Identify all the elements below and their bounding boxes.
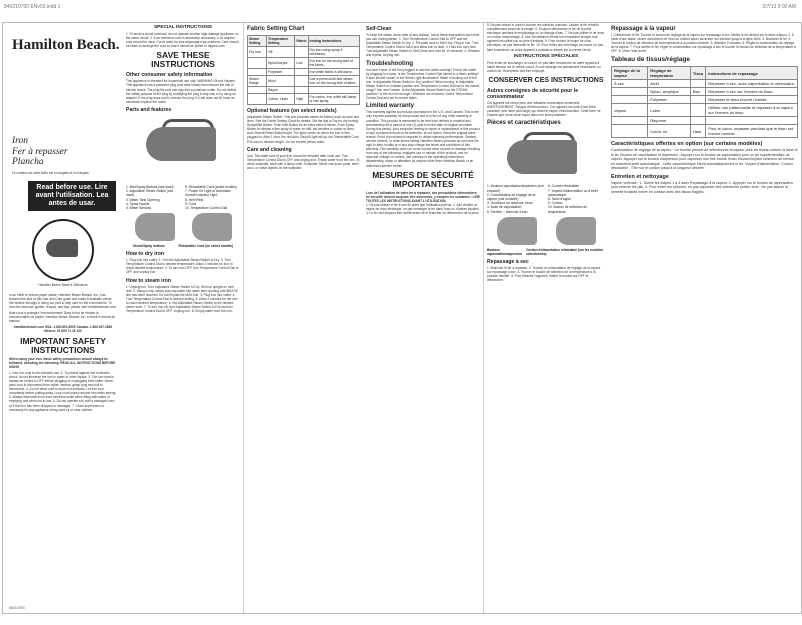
- table-cell: [308, 87, 360, 94]
- warranty-heading: Limited warranty: [366, 103, 415, 110]
- inset-captions: [126, 244, 240, 248]
- fr-sec-body: 1. Brancher le fer à repasser. 2. Tourner le commutateur de réglage de la vapeur sur repassage à sec. 3. Tourner le bouton de sélection de la température à la position désirée. 4. Pour éteindre l'appareil, mettre le bouton sur OFF et débrancher.: [487, 265, 601, 283]
- table-cell: Repasser le tissu encore humide.: [706, 96, 798, 104]
- table-cell: [612, 88, 648, 96]
- fr-iron-diagram: [487, 130, 605, 180]
- spray-button-image: [135, 213, 175, 241]
- table-header-cell: Steam Setting: [248, 36, 267, 47]
- part-label: 8. Talon d'appui: [548, 196, 571, 201]
- fr-entretien-heading: Entretien et nettoyage: [611, 173, 669, 180]
- column-cover: [3, 23, 123, 613]
- care-heading: Care and cleaning: [247, 146, 292, 153]
- table-cell: Wool: [266, 76, 294, 87]
- fr-parts-list: [487, 184, 605, 213]
- mesures-heading: MESURES DE SÉCURITÉ IMPORTANTES: [372, 169, 474, 189]
- part-label: 10. Bouton de sélection de température: [548, 205, 588, 214]
- table-row: [248, 58, 360, 69]
- warranty-body: This warranty applies to products purchased in the U.S. and Canada. This is the only express warranty for this product and is in lieu of any other warranty or condition. This product is warranted to be free from defects in material and workmanship for a period of one (1) year from the date of original purchase. During this period, your exclusive remedy is repair or replacement of this product or any component found to be defective, at our option. Keep the original sales receipt. Proof of purchase is required to obtain warranty performance. Dealers, service centers, or retail stores selling Hamilton Beach products do not have the right to alter, modify or in any way change the terms and conditions of this warranty. This warranty does not cover normal wear of parts or damage resulting from any of the following: negligent use or misuse of the product, use on improper voltage or current, use contrary to the operating instructions, disassembly, repair or alteration by anyone other than Hamilton Beach or an authorized service center.: [366, 110, 480, 168]
- column-french-chart: [608, 23, 801, 613]
- table-cell: Nylon/Acrylic: [266, 58, 294, 69]
- table-cell: [612, 96, 648, 104]
- table-row: [612, 96, 798, 104]
- steam-body: 1. Unplug iron. Turn Adjustable Steam Switch to Dry. Set iron upright on heel rest. 2. Using a cup, slowly pour tap water into water tank opening until MAX fill line has been reached. Do not fill past the MAX line. 3. Plug iron into outlet. 4. Turn Temperature Control Dial to desired setting. 5. Allow 2 minutes for the iron to reach desired temperature. 6. Set Adjustable Steam Switch to the desired steam level. 7. To turn iron off, turn Adjustable Steam Switch to Dry and turn Temperature Control Dial to OFF. Unplug iron. 8. Empty water from the iron.: [126, 284, 238, 314]
- care-body: Iron: The water tank of your iron should be emptied after each use. Turn Temperature Control Dial to OFF and unplug iron. Empty water from the iron. To clean soleplate, wipe with a damp cloth. Soleplate: Never use scour pads, steel wool, or metal objects on the soleplate.: [247, 153, 360, 170]
- difference-logo: [32, 219, 94, 281]
- part-label: 7. Voyant d'alimentation ou d'arrêt automatique: [548, 188, 598, 197]
- table-cell: Polyester: [266, 69, 294, 76]
- fr-table-heading: Tableau de tissus/réglage: [611, 56, 690, 64]
- parts-heading: Parts and features: [126, 106, 172, 113]
- fr-autres-body: Cet appareil est conçu pour une utilisation domestique seulement. AVERTISSEMENT ! Risque d'électrocution : Cet appareil est doté d'une fiche polarisée (une lame plus large) qui réduit le risque d'électrocution. Cette fiche ne s'insère que d'une seule façon dans une prise polarisée.: [487, 100, 601, 118]
- table-cell: Iron while fabric is still damp.: [308, 69, 360, 76]
- caption-cord: Retractable Cord (on select models): [178, 244, 234, 249]
- read-before-banner: Read before use. Lire avant l'utilisation. Lea antes de usar.: [28, 181, 116, 211]
- difference-caption: Hamilton Beach Made a Difference: [38, 282, 88, 287]
- table-cell: [295, 69, 308, 76]
- part-label: 10. Temperature Control Dial: [185, 205, 228, 210]
- mesures-sub: Lors de l'utilisation de votre fer à repasser, des précautions élémentaires de sécurité doivent toujours être observées, y compris les suivantes : LIRE TOUTES LES INSTRUCTIONS AVANT L'UTILISATION.: [366, 190, 480, 203]
- mesures-body: 1. Ne pas utiliser le fer à une fin autre que l'utilisation prévue. 2. Afin d'éviter un risque de choc électrique, ne pas immerger le fer dans l'eau ou d'autres liquides. 3. Le fer doit toujours être arrêté avant de le brancher ou débrancher de la prise.: [366, 202, 480, 216]
- table-cell: Dry iron using spray if necessary.: [308, 47, 360, 58]
- table-cell: À sec: [612, 80, 648, 88]
- fr-inset-images: [487, 217, 605, 245]
- table-cell: Rayonne: [648, 117, 691, 125]
- table-cell: [706, 117, 798, 125]
- optional-body: Adjustable Steam Switch: This iron provides steam for fabrics such as wool and linen. See the Fabric Setting Chart for details. Set the dial to Dry for dry ironing. Spray/Mist Button: Push Mist Button for an extra blast of steam. Push Spray Button to release a fine spray of water for stiff, set wrinkles in cotton or linen. Auto Shutoff Reset Button/Light: The light comes on when the iron is first plugged in. After 1 hour, the red Auto Shutoff Light will go out. Retractable Cord: Pull cord to desired length. Do not exceed yellow mark.: [247, 115, 360, 144]
- manual-sheet: [2, 22, 802, 614]
- column-warranty: [363, 23, 483, 613]
- fr-optional-heading: Caractéristiques offertes en option (sur certains modèles): [611, 141, 763, 148]
- table-cell: High: [295, 94, 308, 105]
- brand-logo: Hamilton Beach.: [12, 37, 120, 53]
- table-cell: [690, 117, 705, 125]
- table-cell: [248, 94, 267, 105]
- part-label: 3. Water Tank Opening: [126, 197, 160, 202]
- fr-pieces-heading: Pièces et caractéristiques: [487, 120, 561, 127]
- table-cell: Low: [295, 58, 308, 69]
- iron-body-shape: [146, 127, 216, 161]
- part-label: 5. Water Window: [126, 205, 151, 210]
- table-cell: Arrêt: [648, 80, 691, 88]
- fr-entretien-body: Vapeur verticale : 1. Suivre les étapes 1 à 4 dans Repassage à la vapeur. 2. Appuyer sur le bouton de vaporisation pour enlever les plis. 3. Pour éviter les brûlures, ne pas vaporiser des vêtements portés. Avis : Ne pas laisser la semelle brûlante entrer en contact avec des tissus fragiles.: [611, 180, 794, 194]
- table-cell: [248, 69, 267, 76]
- table-cell: Cotton, Linen: [266, 94, 294, 105]
- part-label: 6. Cordon rétractable: [548, 184, 579, 189]
- fr-optional-body: Commutateur de réglage de la vapeur : Ce bouton permet de sélectionner la vapeur pour les tissus comme la laine et le lin. Bouton de vaporisation et aspersion : Appuyer sur le bouton de vaporisation pour un jet supplémentaire de vapeur. Appuyer sur le bouton d'aspersion pour vaporiser une fine bruine d'eau. Bouton/Voyant lumineux de remise en marche/d'arrêt automatique : Cette caractéristique éteint automatiquement le fer. Voyant d'alimentation. Cordon rétractable : Tirer sur le cordon jusqu'à la longueur désirée.: [611, 148, 798, 171]
- table-cell: Laine: [648, 104, 691, 117]
- table-header-cell: Fabric: [295, 36, 308, 47]
- table-cell: Haut: [690, 125, 705, 138]
- fr-fabric-chart: [611, 66, 798, 138]
- title-spanish: Plancha: [12, 157, 44, 167]
- print-slug-right: 3/7/13 9:00 AM: [762, 4, 796, 10]
- caption-spray: Shock/Spray buttons: [132, 244, 165, 249]
- caption-spray: Boutons vaporisation/aspersion: [487, 247, 522, 256]
- table-row: [612, 117, 798, 125]
- table-cell: Coton, lin: [648, 125, 691, 138]
- fr-special-body: Pour éviter de surcharger un circuit, ne pas faire fonctionner un autre appareil à haute tension sur le même circuit. Si une rallonge est absolument nécessaire, un cordon de 15 ampères doit être employé.: [487, 60, 601, 73]
- retractable-cord-image: [192, 213, 232, 241]
- table-row: [248, 87, 360, 94]
- table-cell: Vapeur: [612, 104, 648, 117]
- contact-info: hamiltonbeach.com USA: 1.800.851.8900 Canada: 1.800.267.2826 México: 01 800 71 16 100: [13, 325, 113, 334]
- fr-safety-body: 5. Ne pas laisser le cordon toucher les surfaces chaudes. Laisser le fer refroidir complètement avant de le ranger. 6. Toujours débrancher le fer de la prise électrique pendant le remplissage ou la vidange d'eau. 7. Ne pas utiliser le fer avec un cordon endommagé. 8. Une surveillance étroite est nécessaire lorsque tout appareil est utilisé par ou près d'enfants. 9. Pour réduire le risque de choc électrique, ne pas démonter le fer. 10. Pour éviter une surcharge du circuit, ne pas faire fonctionner un autre appareil à puissance élevée sur le même circuit.: [487, 23, 605, 52]
- retractable-cord-image: [556, 217, 596, 245]
- intro-text: Le contenu de cette boîte est en anglais et en français.: [12, 170, 90, 175]
- table-cell: [248, 87, 267, 94]
- table-row: [248, 47, 360, 58]
- table-cell: Rayon: [266, 87, 294, 94]
- table-header-cell: Réglage de la vapeur: [612, 67, 648, 80]
- table-cell: Dry iron on the wrong side of the fabric.: [308, 58, 360, 69]
- part-label: 4. Spray Nozzle: [126, 201, 150, 206]
- other-body: This appliance is intended for household use only. WARNING! Shock Hazard: This appliance has a polarized plug (one wide blade) that reduces the risk of electric shock. The plug fits only one way into a polarized outlet. Do not defeat the safety purpose of the plug by modifying the plug in any way or by using an adapter. If the plug does not fit, reverse the plug. If it still does not fit, have an electrician replace the outlet.: [126, 79, 236, 104]
- product-names: [12, 136, 120, 168]
- caption-cord: Cordon d'alimentation rétractable (sur les modèles sélectionnés): [526, 247, 604, 256]
- safety-sub: When using your iron, basic safety precautions should always be followed, including the following: READ ALL INSTRUCTIONS BEFORE USING: [9, 356, 116, 369]
- table-row: [612, 125, 798, 138]
- table-cell: Repasser à sec sur l'envers du tissu.: [706, 88, 798, 96]
- column-french-parts: [483, 23, 608, 613]
- dry-heading: How to dry iron: [126, 251, 165, 258]
- table-cell: [248, 58, 267, 69]
- fabric-chart: [247, 35, 360, 105]
- table-cell: [295, 76, 308, 87]
- fr-conserver-heading: CONSERVER CES INSTRUCTIONS: [488, 76, 604, 84]
- table-header-cell: Réglage de température: [648, 67, 691, 80]
- part-label: 8. Heel Rest: [185, 197, 204, 202]
- table-cell: [295, 47, 308, 58]
- fr-sec-heading: Repassage à sec: [487, 258, 529, 265]
- title-french: Fer à repasser: [12, 146, 68, 157]
- table-cell: Polyester: [648, 96, 691, 104]
- table-row: [248, 76, 360, 87]
- table-cell: Use a press cloth and steam iron on the wrong side of fabric.: [308, 76, 360, 87]
- trouble-body: Iron won't heat. Is the iron plugged in and the outlet working? Check the outlet by plugging in a lamp. Is the Temperature Control Dial turned to a fabric setting? If auto shutoff model, is the Reset Light illuminated? Water is leaking out of the iron. Is Adjustable Steam Switch in Dry position? When ironing, is Adjustable Steam Switch in a steam position and Temperature Control Dial set to the lowest range? Iron won't steam. Is the Adjustable Steam Switch on the STEAM position? Is the iron full enough? Wrinkles not removed. Check Temperature Control Dial and set to correct fabric.: [366, 67, 480, 101]
- print-slug-left: 840210700 ENv03.indd 1: [4, 4, 61, 10]
- steam-heading: How to steam iron: [126, 277, 171, 284]
- part-number: 840210700: [9, 606, 25, 610]
- part-label: 1. Mist/Spray Buttons (see inset): [126, 184, 174, 189]
- selfclean-body: To keep the steam vents clear of any buildup, follow these instructions each time you use ironing steam. 1. Turn Temperature Control Dial to OFF and set Adjustable Steam Switch to Dry. 2. Fill water tank to MAX line. Plug in iron. Turn Temperature Control Dial to MAX and allow iron to heat. 3. Hold iron over sink. Turn Adjustable Steam Switch to Self-Clean and hold for 10 seconds. 4. Release and repeat. Unplug iron.: [366, 33, 480, 58]
- trouble-heading: Troubleshooting: [366, 60, 413, 67]
- part-label: 6. Retractable Cord (select models): [185, 184, 237, 189]
- iron-body-shape: [507, 140, 577, 174]
- paper-notice-fr: Aide-nous à protéger l'environnement! Dans le but de réduire la consommation de papier, Hamilton Beach Brands, Inc. a réduit le format du manuel.: [9, 311, 116, 324]
- table-cell: Dry Iron: [248, 47, 267, 58]
- special-heading: SPECIAL INSTRUCTIONS: [153, 25, 212, 30]
- table-cell: Off: [266, 47, 294, 58]
- table-row: [612, 88, 798, 96]
- save-heading: SAVE THESE INSTRUCTIONS: [151, 50, 215, 70]
- table-cell: Repasser à sec, avec vaporisation si nécessaire.: [706, 80, 798, 88]
- fr-autres-heading: Autres consignes de sécurité pour le consommateur: [487, 87, 579, 100]
- safety-list: 1. Use iron only for its intended use. 2. To protect against risk of electric shock, do not immerse the iron in water or other liquids. 3. The iron should always be turned to OFF before plugging or unplugging from outlet. Never yank cord to disconnect from outlet; instead, grasp plug and pull to disconnect. 4. Do not allow cord to touch hot surfaces. Let iron cool completely before putting away. Loop cord loosely around iron when storing. 5. Always disconnect iron from electrical outlet when filling with water or emptying and when not in use. 6. Do not operate iron with a damaged cord or if the iron has been dropped or damaged. 7. Close supervision is necessary for any appliance being used by or near children.: [9, 370, 117, 412]
- other-heading: Other consumer safety information: [126, 72, 213, 79]
- table-row: [612, 80, 798, 88]
- table-cell: Steam Range: [248, 76, 267, 87]
- parts-list: [126, 185, 240, 210]
- fr-special-heading: INSTRUCTIONS SPÉCIALES: [513, 53, 579, 59]
- part-label: 4. Buse de vaporisation: [487, 205, 522, 210]
- table-cell: For cotton, iron while still damp or use spray.: [308, 94, 360, 105]
- table-header-cell: Instructions de repassage: [706, 67, 798, 80]
- table-cell: [612, 117, 648, 125]
- title-english: Iron: [12, 136, 29, 146]
- special-body: 1. To avoid a circuit overload, do not operate another high-wattage appliance on the same circuit. 2. If an extension cord is absolutely necessary, a 15-ampere cord should be used. Cords rated for less amperage may overheat. Care should be taken to arrange the cord so that it cannot be pulled or tripped over.: [126, 32, 239, 49]
- part-label: 7. Power On Light or Automatic Shutoff Indicator Light: [185, 189, 231, 198]
- table-cell: [295, 87, 308, 94]
- table-row: [612, 104, 798, 117]
- paper-notice: In an effort to reduce paper waste, Hamilton Beach Brands, Inc., has reduced the size of this Use and Care guide and made it available online. We believe strongly in doing our part to help care for the environment. To view the best-use guides, recipes, and tips, please visit: hamiltonbeach.com: [9, 292, 117, 309]
- dry-body: 1. Plug iron into outlet. 2. Turn the Adjustable Steam Switch to Dry. 3. Turn Temperature Control Dial to desired temperature. Allow 2 minutes for iron to reach desired temperature. 4. To turn iron OFF, turn Temperature Control Dial to OFF and unplug iron.: [126, 258, 239, 275]
- column-fabric: [243, 23, 363, 613]
- part-label: 2. Commutateur de réglage de la vapeur (voir encadré): [487, 192, 536, 201]
- table-cell: [690, 96, 705, 104]
- table-cell: [690, 104, 705, 117]
- fabric-chart-heading: Fabric Setting Chart: [247, 26, 305, 32]
- fr-vapeur-heading: Repassage à la vapeur: [611, 26, 676, 32]
- fr-vapeur-body: 1. Débrancher le fer. Tourner le bouton de réglage de la vapeur sur repassage à sec. Mettre le fer debout sur le talon d'appui. 2. À l'aide d'une tasse, verser doucement de l'eau du robinet dans l'ouverture du réservoir jusqu'à la ligne MAX. 3. Brancher le fer. 4. Tourner le bouton de sélection de la température à la position désirée. 5. Attendre 2 minutes. 6. Régler le commutateur de réglage de la vapeur. 7. Pour arrêter le fer, régler le commutateur sur repassage à sec et tourner le bouton de sélection de la température à OFF. 8. Vider l'eau du fer.: [611, 33, 796, 54]
- table-cell: Bas: [690, 88, 705, 96]
- selfclean-heading: Self-Clean: [366, 26, 392, 32]
- iron-icon: [46, 239, 78, 257]
- table-header-cell: Ironing Instructions: [308, 36, 360, 47]
- table-header-cell: Tissu: [690, 67, 705, 80]
- table-cell: Utiliser une pattemouille et repasser à la vapeur sur l'envers du tissu.: [706, 104, 798, 117]
- part-label: 9. Cord: [185, 201, 196, 206]
- table-row: [248, 69, 360, 76]
- table-cell: [690, 80, 705, 88]
- table-cell: Nylon, acrylique: [648, 88, 691, 96]
- safety-heading: IMPORTANT SAFETY INSTRUCTIONS: [20, 335, 106, 355]
- spray-button-image: [497, 217, 537, 245]
- column-instructions: [123, 23, 243, 613]
- table-cell: Pour le coton, repasser pendant que le tissu est encore humide.: [706, 125, 798, 138]
- inset-images: [126, 213, 240, 241]
- table-header-cell: Temperature Setting: [266, 36, 294, 47]
- iron-diagram: [126, 117, 240, 181]
- part-label: 5. Fenêtre – réservoir d'eau: [487, 209, 528, 214]
- part-label: 3. Ouverture du réservoir d'eau: [487, 201, 533, 206]
- table-row: [248, 94, 360, 105]
- fr-inset-captions: [487, 248, 605, 256]
- part-label: 9. Cordon: [548, 201, 563, 206]
- part-label: 2. Adjustable Steam Switch (see inset): [126, 189, 174, 198]
- optional-heading: Optional features (on select models): [247, 108, 337, 114]
- table-cell: [612, 125, 648, 138]
- part-label: 1. Boutons vaporisation/aspersion (voir encadré): [487, 184, 544, 193]
